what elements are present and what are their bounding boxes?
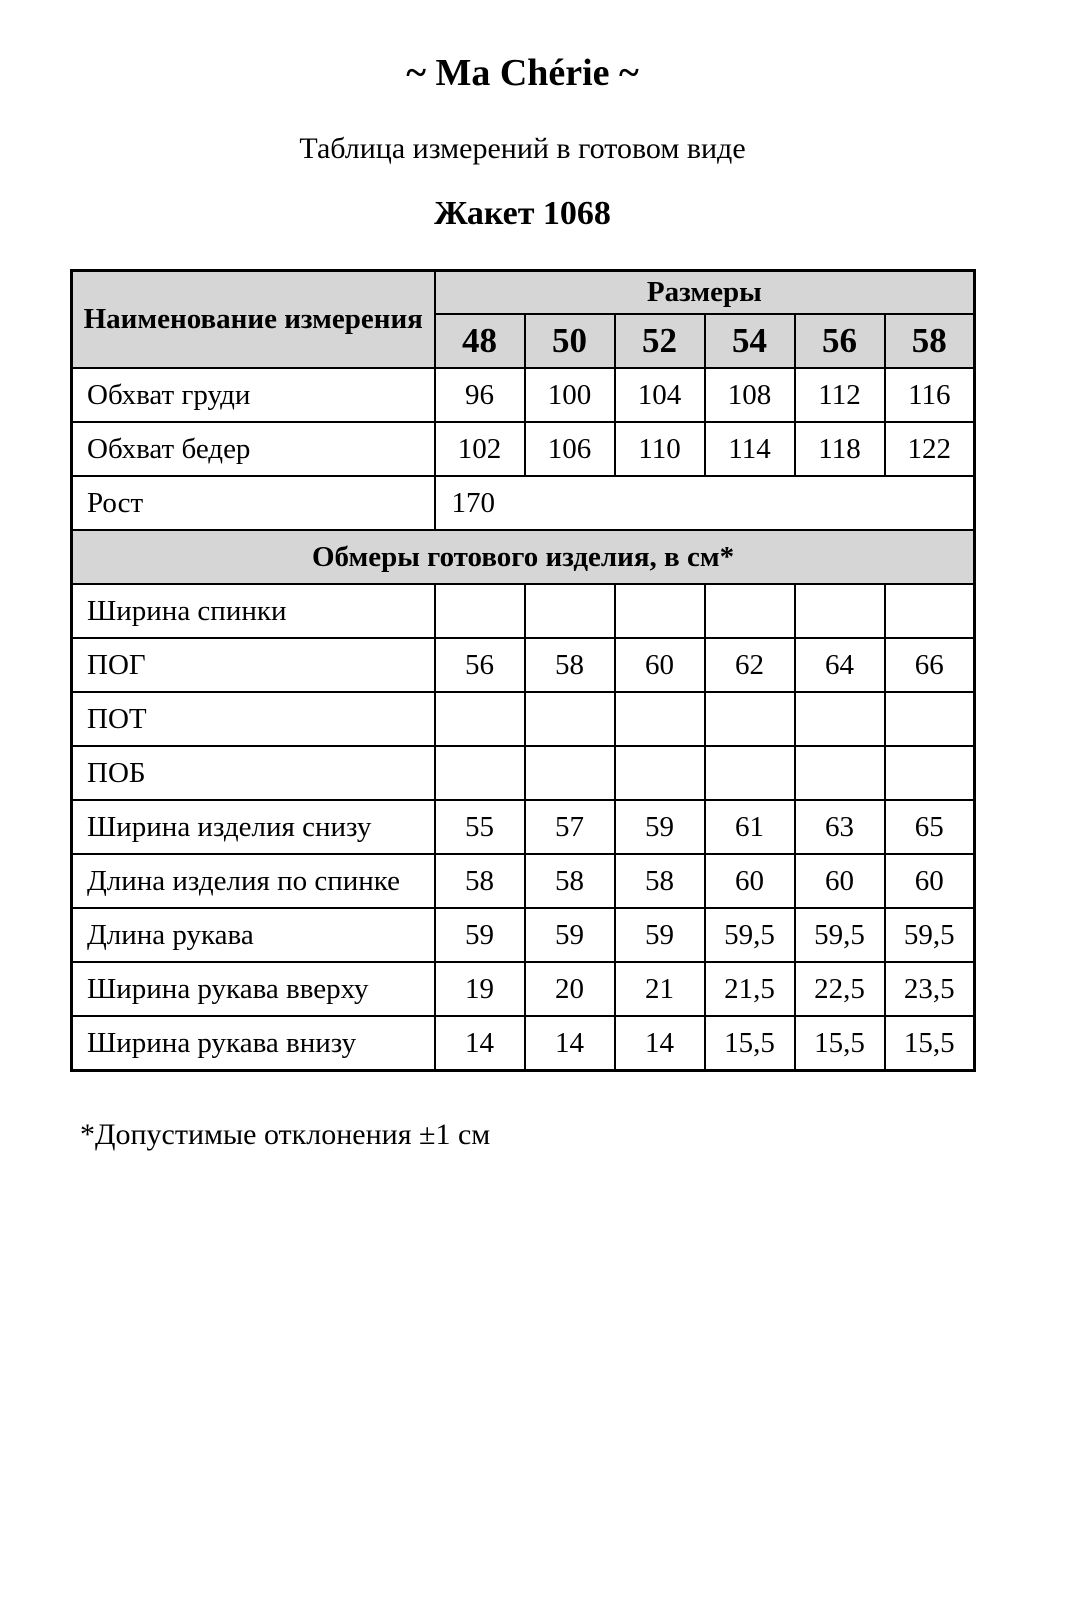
- cell-value: 56: [435, 638, 525, 692]
- table-row-chest: [72, 368, 975, 422]
- cell-value: [525, 746, 615, 800]
- cell-value: [795, 584, 885, 638]
- table-row-height: [72, 476, 975, 530]
- size-header-48: 48: [435, 314, 525, 368]
- cell-value: 100: [525, 368, 615, 422]
- cell-value: [795, 746, 885, 800]
- cell-value: [435, 584, 525, 638]
- cell-value: 118: [795, 422, 885, 476]
- cell-value: 58: [525, 638, 615, 692]
- cell-value: 15,5: [885, 1016, 975, 1071]
- cell-value: [615, 584, 705, 638]
- cell-value: 58: [435, 854, 525, 908]
- cell-value: 114: [705, 422, 795, 476]
- cell-value: 60: [615, 638, 705, 692]
- row-label: Обхват груди: [72, 368, 435, 422]
- cell-value: 14: [435, 1016, 525, 1071]
- cell-value: 110: [615, 422, 705, 476]
- product-title: Жакет 1068: [434, 195, 611, 233]
- cell-value: [705, 746, 795, 800]
- cell-value: [615, 692, 705, 746]
- row-label: Обхват бедер: [72, 422, 435, 476]
- cell-value: 59: [435, 908, 525, 962]
- cell-value: [795, 692, 885, 746]
- cell-value: 122: [885, 422, 975, 476]
- table-row-pog: [72, 638, 975, 692]
- cell-value: 21: [615, 962, 705, 1016]
- size-header-50: 50: [525, 314, 615, 368]
- cell-value: [885, 584, 975, 638]
- cell-value: 55: [435, 800, 525, 854]
- cell-value: 66: [885, 638, 975, 692]
- row-label: ПОБ: [72, 746, 435, 800]
- column-header-measurement-name: Наименование измерения: [72, 271, 435, 369]
- table-row-bottom-width: [72, 800, 975, 854]
- cell-value: 106: [525, 422, 615, 476]
- row-label: Ширина изделия снизу: [72, 800, 435, 854]
- cell-value: [435, 692, 525, 746]
- cell-value: 59,5: [885, 908, 975, 962]
- cell-value: 59,5: [705, 908, 795, 962]
- cell-value: 14: [615, 1016, 705, 1071]
- cell-value: 58: [615, 854, 705, 908]
- table-row-sleeve-top-width: [72, 962, 975, 1016]
- table-row-pob: [72, 746, 975, 800]
- cell-value: 59: [615, 908, 705, 962]
- size-header-54: 54: [705, 314, 795, 368]
- cell-value: 61: [705, 800, 795, 854]
- row-label: Ширина спинки: [72, 584, 435, 638]
- cell-value: 14: [525, 1016, 615, 1071]
- cell-value: [615, 746, 705, 800]
- cell-value: 108: [705, 368, 795, 422]
- cell-value: 59,5: [795, 908, 885, 962]
- cell-value: 20: [525, 962, 615, 1016]
- cell-value: 102: [435, 422, 525, 476]
- cell-value: 21,5: [705, 962, 795, 1016]
- cell-value: 112: [795, 368, 885, 422]
- row-label: Длина рукава: [72, 908, 435, 962]
- row-label: Длина изделия по спинке: [72, 854, 435, 908]
- row-label: Ширина рукава внизу: [72, 1016, 435, 1071]
- cell-value: 96: [435, 368, 525, 422]
- section-header: Обмеры готового изделия, в см*: [72, 530, 975, 584]
- footnote: *Допустимые отклонения ±1 см: [80, 1118, 491, 1152]
- table-row-sleeve-bottom-width: [72, 1016, 975, 1071]
- cell-value: [705, 584, 795, 638]
- cell-value: [525, 584, 615, 638]
- column-header-sizes: Размеры: [435, 271, 975, 315]
- cell-value: 104: [615, 368, 705, 422]
- cell-value: 60: [885, 854, 975, 908]
- cell-value: [885, 746, 975, 800]
- row-label: Ширина рукава вверху: [72, 962, 435, 1016]
- table-row-pot: [72, 692, 975, 746]
- cell-value: 60: [705, 854, 795, 908]
- cell-value: 15,5: [705, 1016, 795, 1071]
- table-section-row: [72, 530, 975, 584]
- document-subtitle: Таблица измерений в готовом виде: [299, 131, 746, 165]
- cell-value: 59: [615, 800, 705, 854]
- cell-value: 23,5: [885, 962, 975, 1016]
- cell-value: 15,5: [795, 1016, 885, 1071]
- row-label: Рост: [72, 476, 435, 530]
- cell-value: 63: [795, 800, 885, 854]
- cell-value: 59: [525, 908, 615, 962]
- cell-value: [885, 692, 975, 746]
- size-header-56: 56: [795, 314, 885, 368]
- table-row-hips: [72, 422, 975, 476]
- cell-value: [705, 692, 795, 746]
- cell-value-height: 170: [435, 476, 975, 530]
- document-content: [70, 0, 975, 1153]
- row-label: ПОТ: [72, 692, 435, 746]
- cell-value: 62: [705, 638, 795, 692]
- cell-value: 64: [795, 638, 885, 692]
- header-row-sizes-title: [72, 271, 975, 315]
- measurements-table: [70, 269, 976, 1072]
- table-row-back-length: [72, 854, 975, 908]
- brand-title: ~ Ma Chérie ~: [406, 52, 639, 94]
- size-header-52: 52: [615, 314, 705, 368]
- table-row-back-width: [72, 584, 975, 638]
- cell-value: 65: [885, 800, 975, 854]
- cell-value: 57: [525, 800, 615, 854]
- cell-value: 116: [885, 368, 975, 422]
- cell-value: [435, 746, 525, 800]
- cell-value: 58: [525, 854, 615, 908]
- cell-value: 60: [795, 854, 885, 908]
- cell-value: 22,5: [795, 962, 885, 1016]
- table-row-sleeve-length: [72, 908, 975, 962]
- size-header-58: 58: [885, 314, 975, 368]
- cell-value: 19: [435, 962, 525, 1016]
- row-label: ПОГ: [72, 638, 435, 692]
- cell-value: [525, 692, 615, 746]
